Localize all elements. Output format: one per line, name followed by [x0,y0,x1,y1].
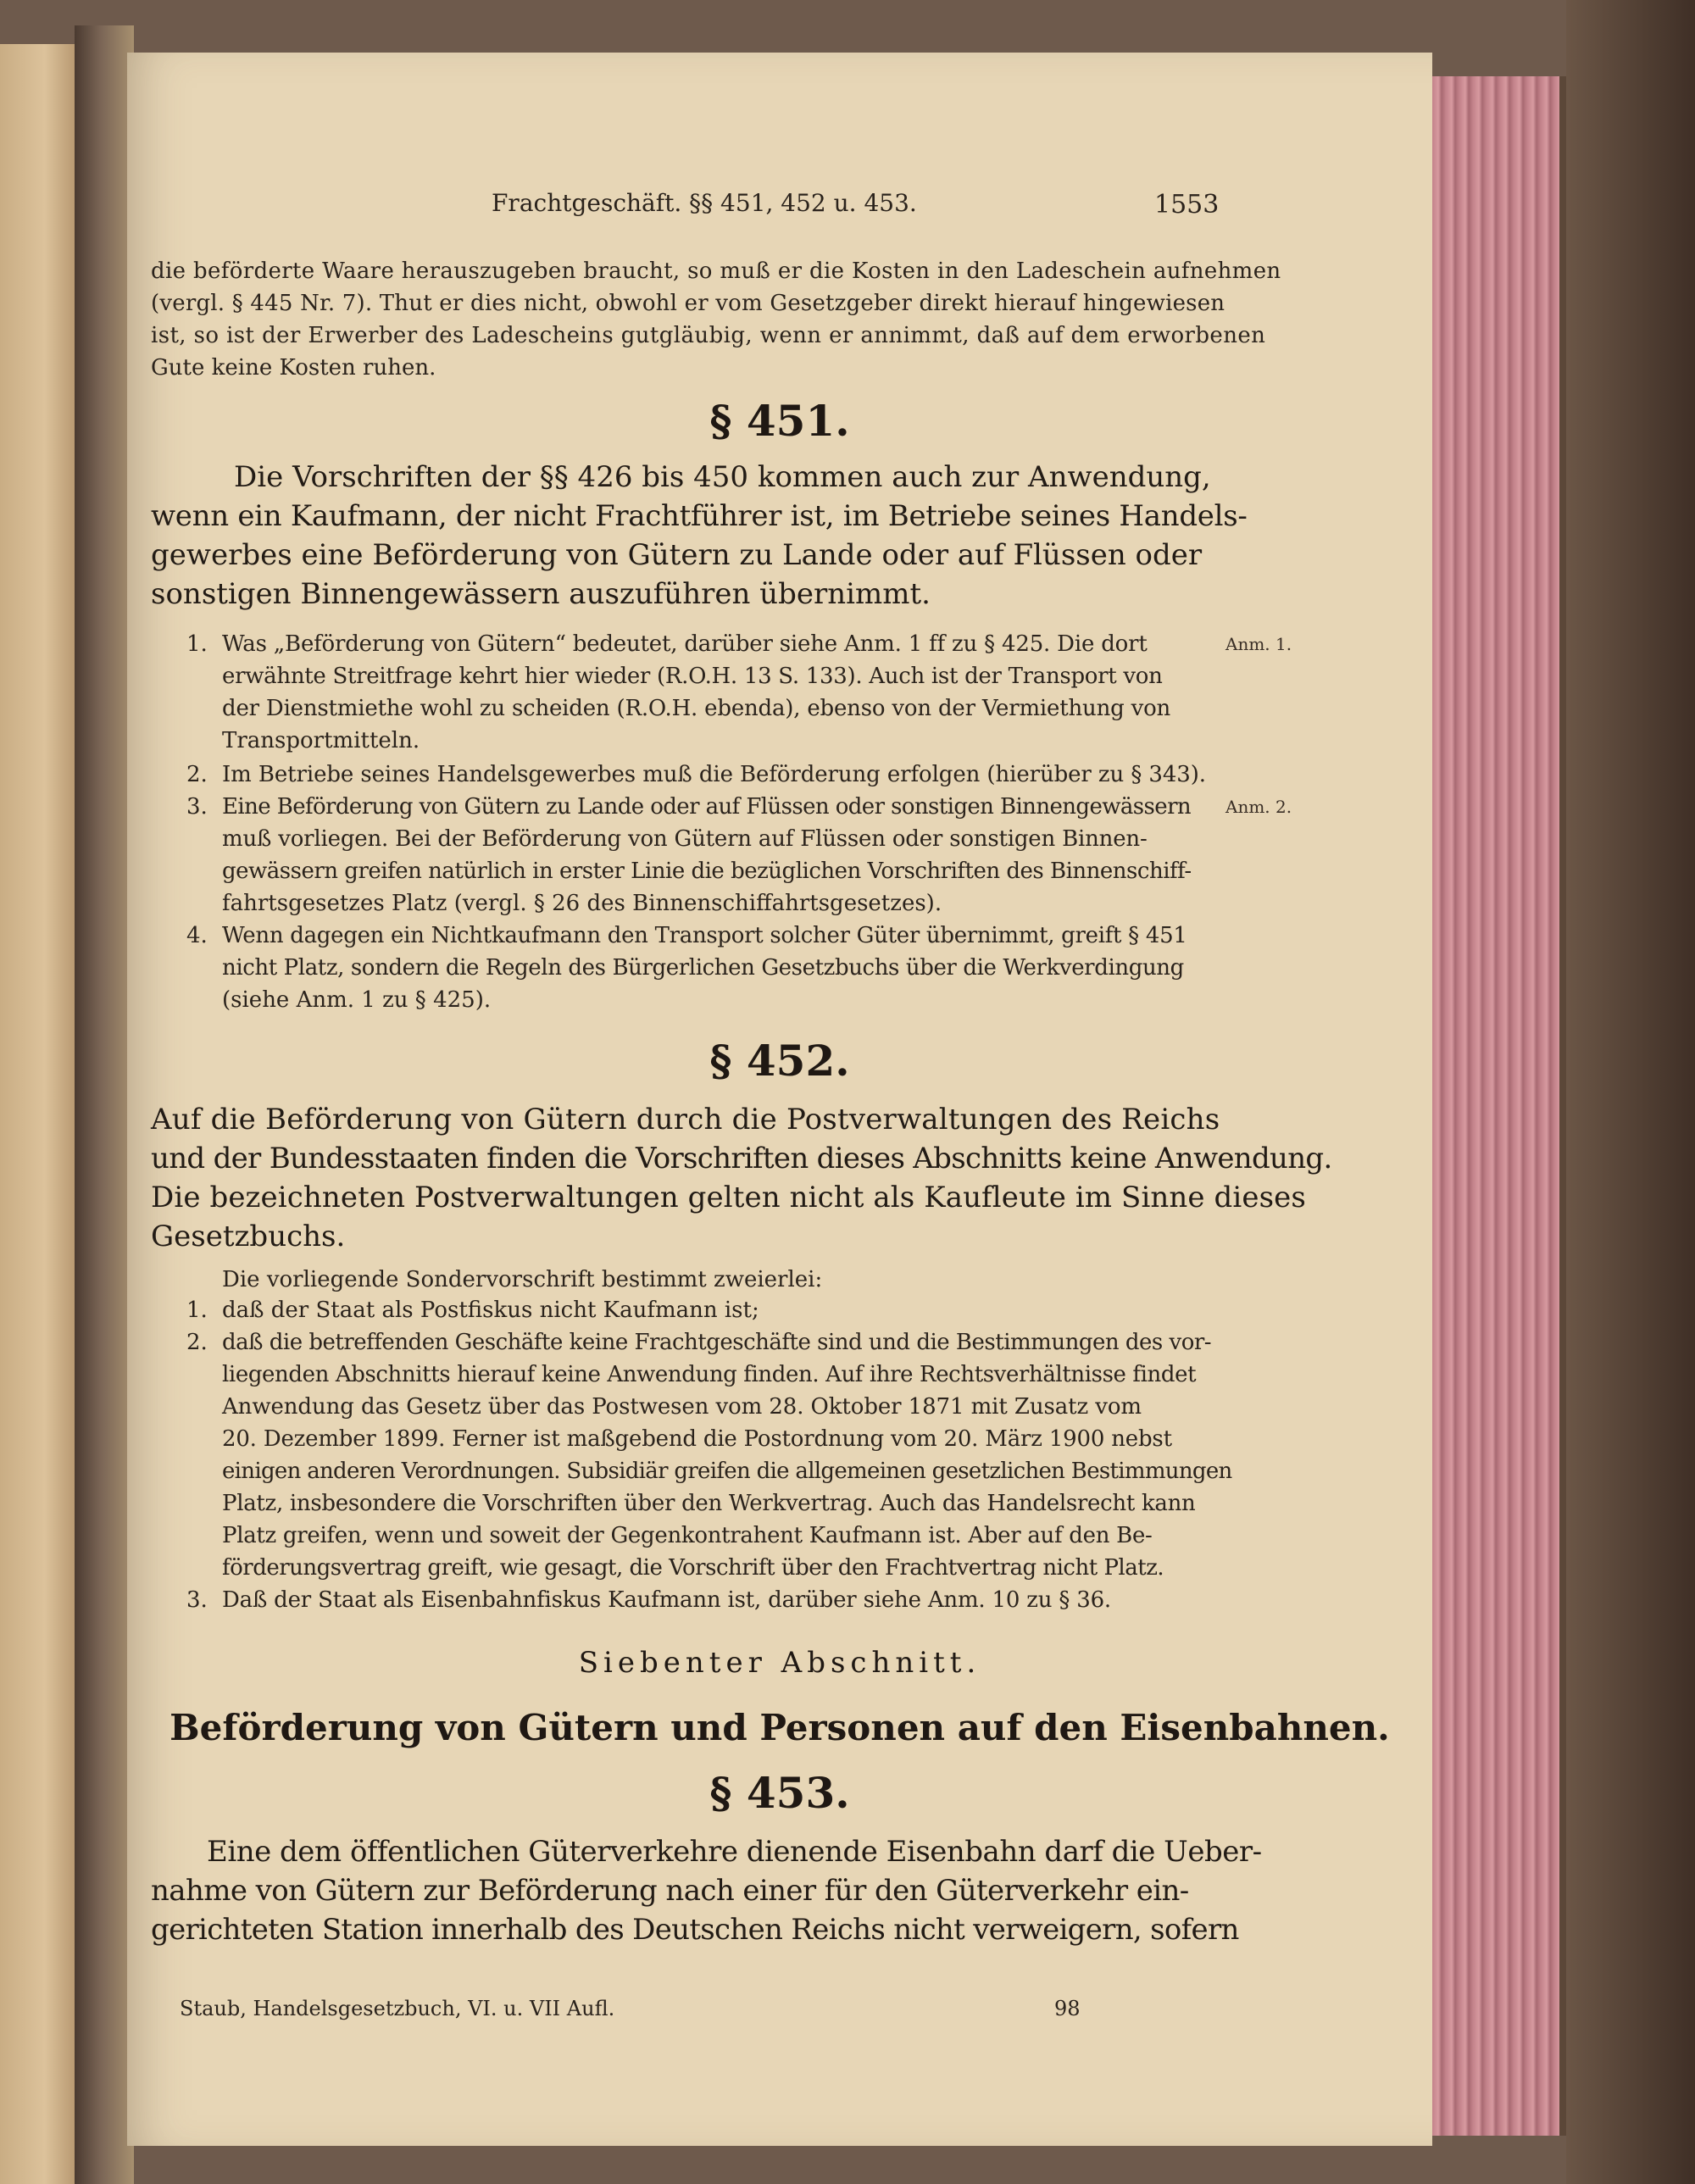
note-line: Eine Beförderung von Gütern zu Lande oder auf Flüssen oder sonstigen Binnengewässern [222,794,1192,820]
paragraph-453-text: gerichteten Station innerhalb des Deutschen Reichs nicht verweigern, sofern [151,1913,1239,1947]
note-line: fahrtsgesetzes Platz (vergl. § 26 des Binnenschiffahrtsgesetzes). [222,891,942,916]
book-gutter [75,25,134,2184]
intro-line: ist, so ist der Erwerber des Ladescheins gutgläubig, wenn er annimmt, daß auf dem erworbenen [151,323,1266,348]
section-title: Siebenter Abschnitt. [578,1646,981,1680]
note-line: gewässern greifen natürlich in erster Linie die bezüglichen Vorschriften des Binnenschiff- [222,859,1192,884]
note-line: einigen anderen Verordnungen. Subsidiär greifen die allgemeinen gesetzlichen Bestimmungen [222,1459,1232,1484]
note-line: der Dienstmiethe wohl zu scheiden (R.O.H. ebenda), ebenso von der Vermiethung von [222,696,1171,721]
paragraph-451-text: Die Vorschriften der §§ 426 bis 450 kommen auch zur Anwendung, [234,460,1211,494]
paragraph-452-intro-note: Die vorliegende Sondervorschrift bestimmt zweierlei: [222,1267,823,1292]
note-line: 20. Dezember 1899. Ferner ist maßgebend die Postordnung vom 20. März 1900 nebst [222,1426,1172,1452]
intro-line: (vergl. § 445 Nr. 7). Thut er dies nicht, obwohl er vom Gesetzgeber direkt hierauf hingewiesen [151,291,1225,316]
note-number: 2. [186,1330,208,1355]
running-title: Frachtgeschäft. §§ 451, 452 u. 453. [492,189,917,217]
paragraph-452-text: Die bezeichneten Postverwaltungen gelten nicht als Kaufleute im Sinne dieses [151,1181,1306,1214]
note-line: förderungsvertrag greift, wie gesagt, die Vorschrift über den Frachtvertrag nicht Platz. [222,1555,1164,1581]
page-block-edge [1432,76,1566,2136]
note-line: daß der Staat als Postfiskus nicht Kaufmann ist; [222,1298,759,1323]
note-line: Wenn dagegen ein Nichtkaufmann den Transport solcher Güter übernimmt, greift § 451 [222,923,1187,948]
footer-source: Staub, Handelsgesetzbuch, VI. u. VII Aufl. [180,1997,615,2020]
paragraph-452-text: Auf die Beförderung von Gütern durch die Postverwaltungen des Reichs [151,1103,1220,1136]
note-line: erwähnte Streitfrage kehrt hier wieder (R.O.H. 13 S. 133). Auch ist der Transport von [222,664,1163,689]
margin-annotation: Anm. 1. [1225,634,1292,654]
book-page [127,53,1432,2146]
paragraph-453-text: nahme von Gütern zur Beförderung nach einer für den Güterverkehr ein- [151,1874,1189,1908]
note-number: 4. [186,923,208,948]
paragraph-451-text: sonstigen Binnengewässern auszuführen übernimmt. [151,577,931,611]
note-line: Daß der Staat als Eisenbahnfiskus Kaufmann ist, darüber siehe Anm. 10 zu § 36. [222,1587,1111,1613]
paragraph-451-heading: § 451. [709,396,850,446]
note-line: Transportmitteln. [222,728,420,753]
note-line: nicht Platz, sondern die Regeln des Bürgerlichen Gesetzbuchs über die Werkverdingung [222,955,1184,981]
footer-signature: 98 [1054,1997,1081,2020]
note-line: Im Betriebe seines Handelsgewerbes muß die Beförderung erfolgen (hierüber zu § 343). [222,762,1206,787]
note-number: 1. [186,631,208,657]
intro-line: die beförderte Waare herauszugeben braucht, so muß er die Kosten in den Ladeschein aufnehmen [151,258,1281,284]
paragraph-451-text: wenn ein Kaufmann, der nicht Frachtführer ist, im Betriebe seines Handels- [151,499,1248,533]
paragraph-452-text: und der Bundesstaaten finden die Vorschriften dieses Abschnitts keine Anwendung. [151,1142,1332,1175]
note-line: muß vorliegen. Bei der Beförderung von Gütern auf Flüssen oder sonstigen Binnen- [222,826,1148,852]
note-line: Platz, insbesondere die Vorschriften über den Werkvertrag. Auch das Handelsrecht kann [222,1491,1196,1516]
book-cover-edge [1566,0,1695,2184]
note-line: Was „Beförderung von Gütern“ bedeutet, darüber siehe Anm. 1 ff zu § 425. Die dort [222,631,1148,657]
margin-annotation: Anm. 2. [1225,797,1292,817]
note-line: Platz greifen, wenn und soweit der Gegenkontrahent Kaufmann ist. Aber auf den Be- [222,1523,1153,1548]
note-line: liegenden Abschnitts hierauf keine Anwendung finden. Auf ihre Rechtsverhältnisse findet [222,1362,1197,1387]
note-line: daß die betreffenden Geschäfte keine Frachtgeschäfte sind und die Bestimmungen des vor- [222,1330,1212,1355]
page-number: 1553 [1154,190,1220,220]
paragraph-452-text: Gesetzbuchs. [151,1220,346,1253]
paragraph-451-text: gewerbes eine Beförderung von Gütern zu Lande oder auf Flüssen oder [151,538,1203,572]
left-page-edge [0,44,77,2184]
note-line: (siehe Anm. 1 zu § 425). [222,987,492,1013]
note-number: 2. [186,762,208,787]
note-number: 3. [186,1587,208,1613]
note-line: Anwendung das Gesetz über das Postwesen vom 28. Oktober 1871 mit Zusatz vom [222,1394,1142,1420]
paragraph-452-heading: § 452. [709,1036,850,1086]
note-number: 1. [186,1298,208,1323]
paragraph-453-text: Eine dem öffentlichen Güterverkehre dienende Eisenbahn darf die Ueber- [207,1835,1262,1869]
intro-line: Gute keine Kosten ruhen. [151,355,436,381]
section-subtitle: Beförderung von Gütern und Personen auf den Eisenbahnen. [170,1707,1390,1748]
note-number: 3. [186,794,208,820]
paragraph-453-heading: § 453. [709,1768,850,1818]
